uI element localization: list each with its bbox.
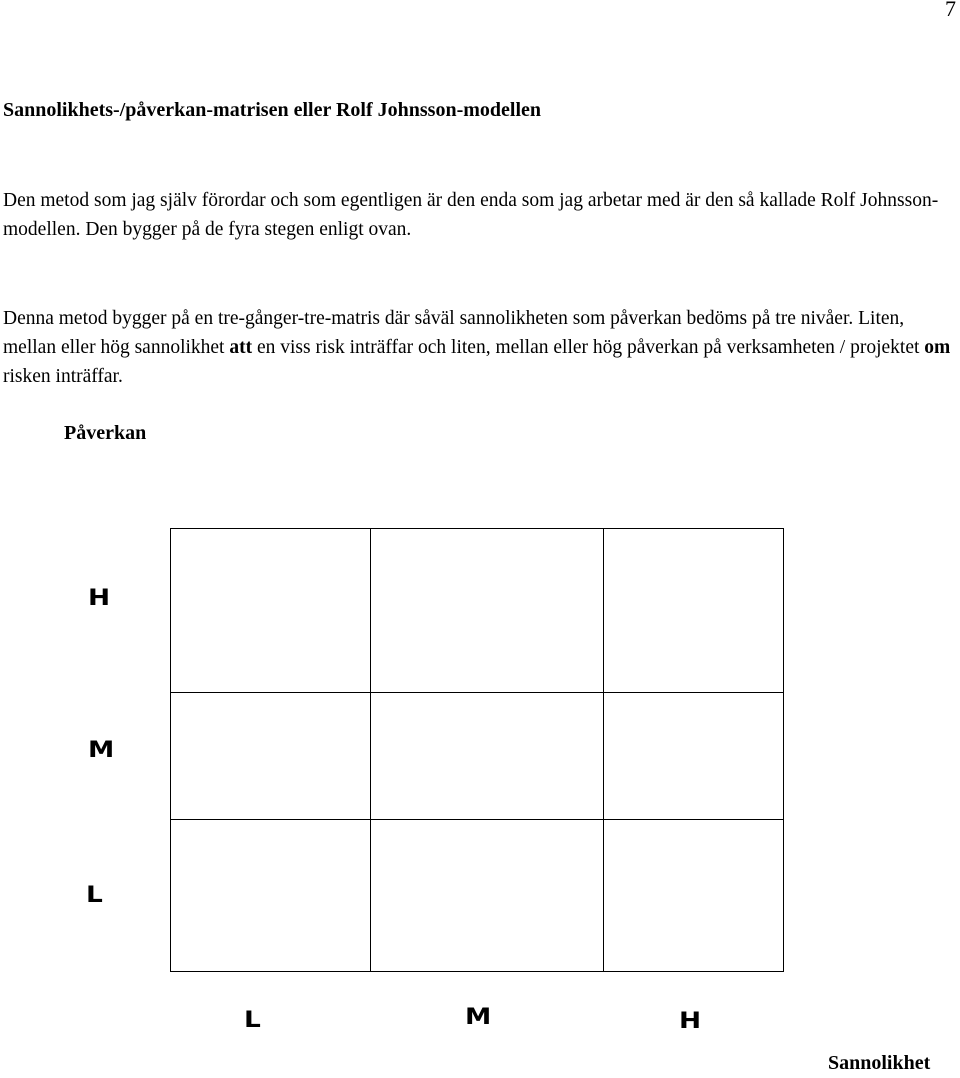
- paragraph-method: [3, 304, 958, 391]
- x-label-h: H: [679, 1009, 702, 1034]
- page-number: 7: [945, 0, 956, 21]
- matrix-cell-h-l: [170, 528, 371, 693]
- y-label-h: H: [88, 586, 111, 611]
- paragraph-method-bold-att: att: [229, 337, 253, 358]
- matrix-cell-l-m: [370, 819, 604, 972]
- paragraph-method-text-2: en viss risk inträffar och liten, mellan eller hög påverkan på verksamheten / projektet: [252, 337, 925, 358]
- x-label-l: L: [244, 1008, 261, 1033]
- matrix-cell-l-l: [170, 819, 371, 972]
- paragraph-intro: Den metod som jag själv förordar och som egentligen är den enda som jag arbetar med är den så kallade Rolf Johnsson-modellen. Den bygger på de fyra stegen enligt ovan.: [3, 190, 939, 240]
- matrix-cell-m-l: [170, 692, 371, 820]
- y-axis-title: Påverkan: [64, 422, 147, 444]
- section-heading: Sannolikhets-/påverkan-matrisen eller Rolf Johnsson-modellen: [3, 99, 541, 121]
- x-axis-title: Sannolikhet: [828, 1052, 931, 1074]
- y-label-m: M: [88, 738, 115, 763]
- matrix-cell-m-h: [603, 692, 784, 820]
- y-label-l: L: [86, 883, 103, 908]
- paragraph-method-bold-om: om: [924, 337, 951, 358]
- matrix-cell-l-h: [603, 819, 784, 972]
- matrix-cell-h-m: [370, 528, 604, 693]
- paragraph-method-text-1: Denna metod bygger på en tre-gånger-tre-matris där såväl sannolikheten som påverkan bedöms på tre nivåer. Liten, mellan eller hög sannolikhet: [3, 308, 905, 358]
- matrix-cell-m-m: [370, 692, 604, 820]
- paragraph-method-text-3: risken inträffar.: [3, 366, 123, 387]
- x-label-m: M: [465, 1005, 492, 1030]
- matrix-cell-h-h: [603, 528, 784, 693]
